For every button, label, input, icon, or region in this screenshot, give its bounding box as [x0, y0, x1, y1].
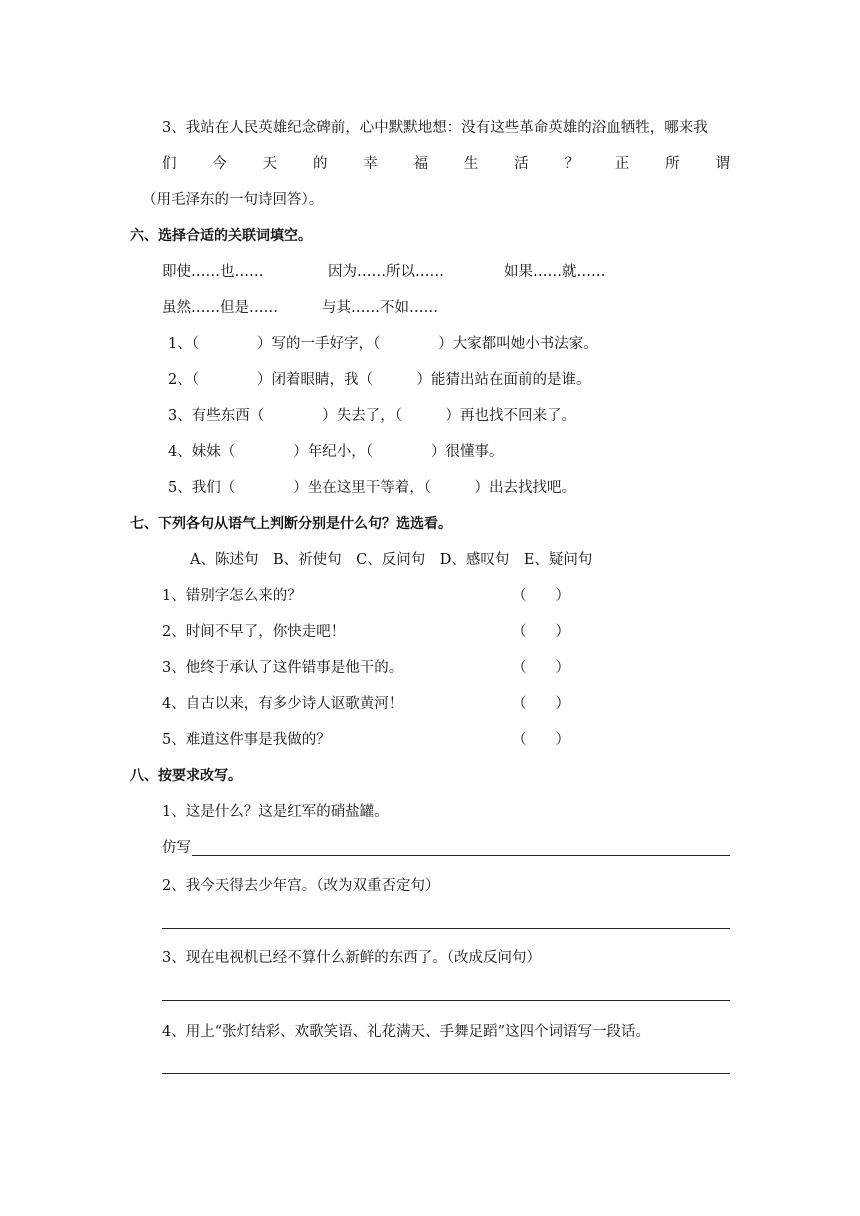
answer-line — [162, 1073, 730, 1074]
section6-item-3: 3、有些东西（ ）失去了，（ ）再也找不回来了。 — [168, 408, 576, 424]
section6-item-4: 4、妹妹（ ）年纪小，（ ）很懂事。 — [168, 444, 504, 460]
q3-char: 的 — [312, 156, 328, 172]
q3-char: ？ — [564, 156, 579, 172]
connective-option: 与其……不如…… — [322, 300, 438, 316]
q3-char: 正 — [614, 156, 630, 172]
connective-option: 如果……就…… — [504, 264, 606, 280]
sentence-type-choices: A、陈述句 B、祈使句 C、反问句 D、感叹句 E、疑问句 — [190, 552, 593, 568]
answer-line — [192, 855, 730, 856]
section8-item-2: 2、我今天得去少年宫。（改为双重否定句） — [162, 878, 440, 894]
connective-option: 因为……所以…… — [328, 264, 444, 280]
section8-item-3: 3、现在电视机已经不算什么新鲜的东西了。（改成反问句） — [162, 950, 541, 966]
section6-item-1: 1、（ ）写的一手好字，（ ）大家都叫她小书法家。 — [168, 336, 598, 352]
answer-parens: （ ） — [512, 588, 570, 604]
q3-char: 谓 — [715, 156, 730, 172]
answer-parens: （ ） — [512, 696, 570, 712]
q3-char: 们 — [162, 156, 177, 172]
answer-line — [162, 928, 730, 929]
q3-char: 生 — [463, 156, 479, 172]
imitate-label: 仿写 — [162, 840, 191, 856]
section7-item-1: 1、错别字怎么来的？ — [162, 588, 302, 604]
q3-line2 — [162, 154, 730, 174]
section7-item-4: 4、自古以来，有多少诗人讴歌黄河！ — [162, 696, 404, 712]
answer-parens: （ ） — [512, 624, 570, 640]
section6-item-2: 2、（ ）闭着眼睛，我（ ）能猜出站在面前的是谁。 — [168, 372, 591, 388]
answer-parens: （ ） — [512, 732, 570, 748]
q3-char: 今 — [212, 156, 227, 172]
section7-item-5: 5、难道这件事是我做的？ — [162, 732, 331, 748]
section6-item-5: 5、我们（ ）坐在这里干等着，（ ）出去找找吧。 — [168, 480, 576, 496]
section8-title: 八、按要求改写。 — [130, 768, 242, 784]
connective-option: 即使……也…… — [162, 264, 264, 280]
section7-title: 七、下列各句从语气上判断分别是什么句？选选看。 — [130, 516, 452, 532]
answer-parens: （ ） — [512, 660, 570, 676]
section7-item-3: 3、他终于承认了这件错事是他干的。 — [162, 660, 404, 676]
section8-item-4: 4、用上“张灯结彩、欢歌笑语、礼花满天、手舞足蹈”这四个词语写一段话。 — [162, 1024, 651, 1040]
q3-line3: （用毛泽东的一句诗回答）。 — [142, 192, 324, 208]
connective-option: 虽然……但是…… — [162, 300, 278, 316]
q3-char: 天 — [262, 156, 278, 172]
q3-char: 所 — [665, 156, 680, 172]
q3-char: 福 — [413, 156, 429, 172]
answer-line — [162, 1000, 730, 1001]
q3-line1: 3、我站在人民英雄纪念碑前，心中默默地想：没有这些革命英雄的浴血牺牲，哪来我 — [162, 120, 708, 136]
q3-char: 活 — [514, 156, 529, 172]
section6-title: 六、选择合适的关联词填空。 — [130, 228, 312, 244]
section8-item-1: 1、这是什么？这是红军的硝盐罐。 — [162, 804, 389, 820]
section7-item-2: 2、时间不早了，你快走吧！ — [162, 624, 346, 640]
q3-char: 幸 — [363, 156, 378, 172]
